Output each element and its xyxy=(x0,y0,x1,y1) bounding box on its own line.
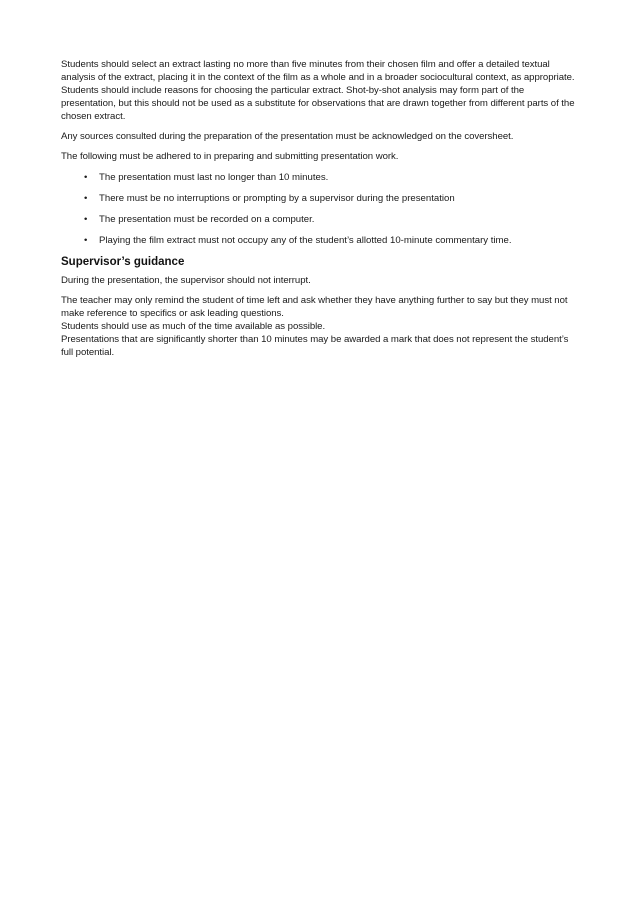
bullet-icon: • xyxy=(84,235,88,246)
bullet-icon: • xyxy=(84,214,88,225)
list-item xyxy=(61,192,581,205)
bullet-icon: • xyxy=(84,172,88,183)
bullet-icon: • xyxy=(84,193,88,204)
document-page xyxy=(61,58,581,359)
guidance-line-2: Students should use as much of the time available as possible. xyxy=(61,321,326,332)
list-item xyxy=(61,171,581,184)
list-item-text: Playing the film extract must not occupy any of the student’s allotted 10-minute commentary time. xyxy=(99,235,512,246)
list-item xyxy=(61,213,581,226)
list-item-text: The presentation must last no longer than 10 minutes. xyxy=(99,172,329,183)
section-heading: Supervisor’s guidance xyxy=(61,256,185,268)
intro-paragraph-1: Students should select an extract lasting no more than five minutes from their chosen film and offer a detailed textual analysis of the extract, placing it in the context of the film as a whole and in a broader sociocultural context, as appropriate. Students should include reasons for choosing the particular extract. Shot-by-shot analysis may form part of the presentation, but this should not be used as a substitute for observations that are drawn together from different parts of the chosen extract. xyxy=(61,59,575,122)
intro-paragraph-3: The following must be adhered to in preparing and submitting presentation work. xyxy=(61,151,399,162)
guidance-line-1: The teacher may only remind the student of time left and ask whether they have anything further to say but they must not make reference to specifics or ask leading questions. xyxy=(61,295,568,319)
requirements-list xyxy=(61,171,581,247)
intro-paragraph-2: Any sources consulted during the preparation of the presentation must be acknowledged on the coversheet. xyxy=(61,131,514,142)
list-item-text: The presentation must be recorded on a computer. xyxy=(99,214,315,225)
guidance-paragraph-1: During the presentation, the supervisor should not interrupt. xyxy=(61,275,311,286)
guidance-line-3: Presentations that are significantly shorter than 10 minutes may be awarded a mark that does not represent the student’s full potential. xyxy=(61,334,569,358)
list-item xyxy=(61,234,581,247)
list-item-text: There must be no interruptions or prompting by a supervisor during the presentation xyxy=(99,193,455,204)
